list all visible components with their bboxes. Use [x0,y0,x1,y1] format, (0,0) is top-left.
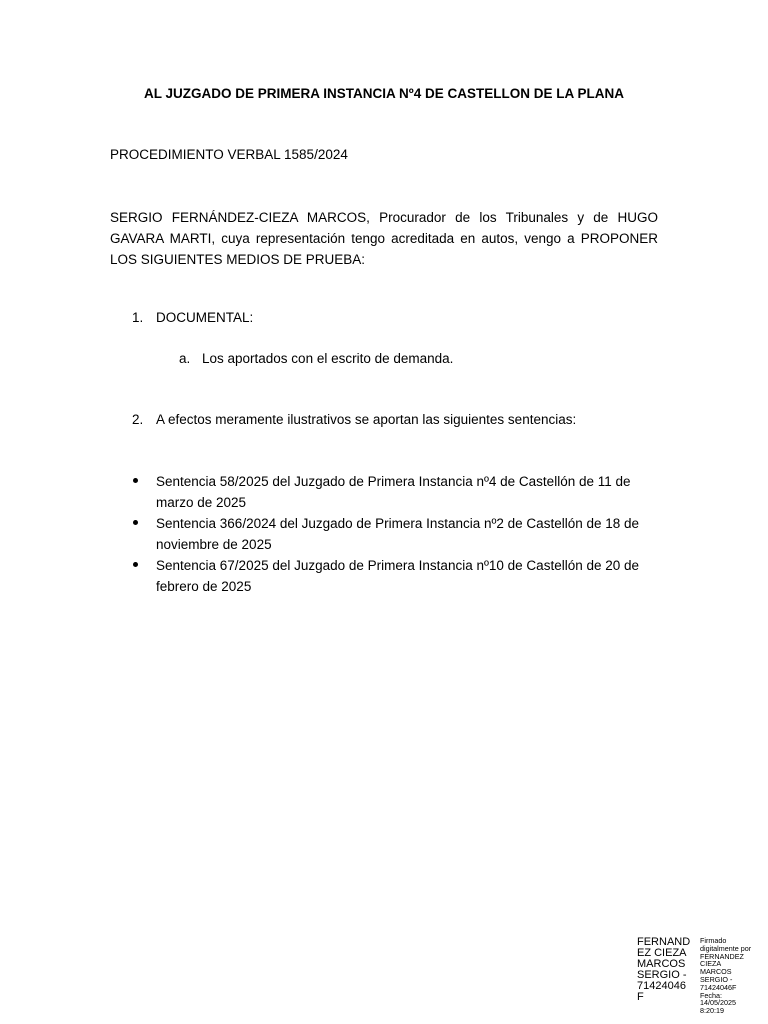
signature-name-line: MARCOS [637,958,686,970]
signature-detail-line: CIEZA [700,959,722,969]
sub-list-item [179,351,453,366]
procedure-number: PROCEDIMIENTO VERBAL 1585/2024 [110,147,348,162]
bullet-dot [133,520,138,525]
bullet-text: Sentencia 67/2025 del Juzgado de Primera Instancia nº10 de Castellón de 20 de febrero de 2025 [156,558,640,594]
bullet-text: Sentencia 366/2024 del Juzgado de Primera Instancia nº2 de Castellón de 18 de noviembre de 2025 [156,516,640,552]
signature-detail-line: Firmado [700,936,727,945]
signature-detail-line: 8:20:19 [700,1006,724,1016]
digital-signature-name [637,937,697,1003]
list-item-text: DOCUMENTAL: [156,310,254,325]
list-item-documental [132,310,253,325]
signature-detail-line: FERNANDEZ [700,951,744,961]
list-item-number: 1. [132,310,144,325]
list-item-text: A efectos meramente ilustrativos se aportan las siguientes sentencias: [156,412,577,427]
bullet-item [132,471,662,513]
bullet-dot [133,562,138,567]
signature-detail-line: SERGIO - [700,974,733,984]
signature-name-line: FERNAND [637,936,691,948]
signature-name-line: 71424046 [637,980,686,992]
signature-detail-line: Fecha: [700,990,722,1000]
signature-name-line: SERGIO - [637,969,687,981]
bullet-text: Sentencia 58/2025 del Juzgado de Primera Instancia nº4 de Castellón de 11 de marzo de 2025 [156,474,631,510]
bullet-item [132,555,662,597]
signature-detail-line: 14/05/2025 [700,998,736,1008]
list-item-sentencias [132,412,576,427]
bullet-dot [133,478,138,483]
list-item-number: 2. [132,412,144,427]
digital-signature-details [700,937,768,1015]
sub-list-item-text: Los aportados con el escrito de demanda. [202,351,454,366]
bullet-item [132,513,662,555]
signature-name-line: F [637,991,644,1003]
sentencias-bullet-list [132,471,662,597]
sub-list-item-letter: a. [179,351,191,366]
signature-detail-line: digitalmente por [700,943,752,953]
intro-paragraph: SERGIO FERNÁNDEZ-CIEZA MARCOS, Procurador de los Tribunales y de HUGO GAVARA MARTI, cuya representación tengo acreditada en autos, vengo a PROPONER LOS SIGUIENTES MEDIOS DE PRUEBA: [110,210,658,267]
signature-detail-line: MARCOS [700,967,732,977]
signature-detail-line: 71424046F [700,982,737,992]
document-title: AL JUZGADO DE PRIMERA INSTANCIA Nº4 DE CASTELLON DE LA PLANA [144,86,624,101]
signature-name-line: EZ CIEZA [637,947,687,959]
